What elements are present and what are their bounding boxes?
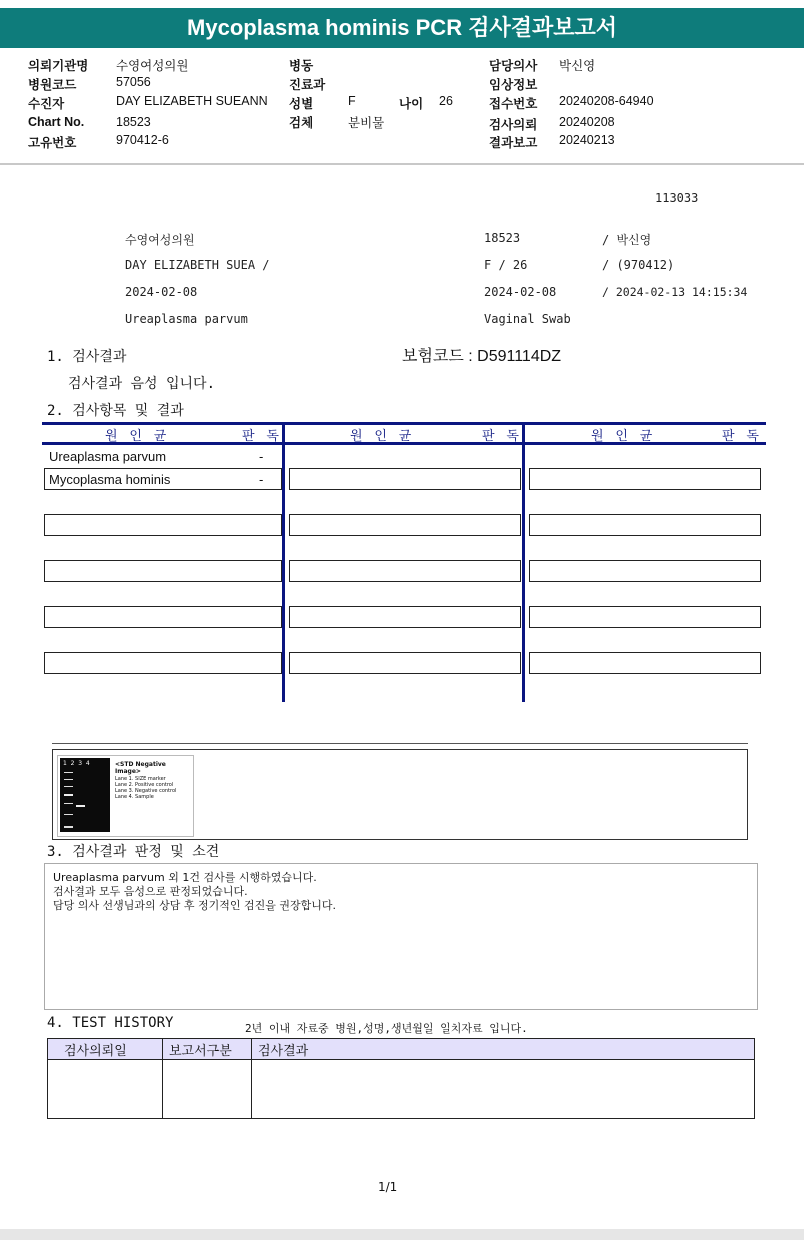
column-divider-1 [282,422,285,702]
history-header-row [48,1039,755,1060]
empty-cell [529,652,761,674]
value-report-date: 20240213 [559,133,615,147]
empty-cell [289,606,521,628]
value-receipt-no: 20240208-64940 [559,94,654,108]
label-clinical-info: 임상정보 [489,78,538,92]
label-ward: 병동 [289,59,314,73]
empty-cell [529,560,761,582]
value-requesting-org: 수영여성의원 [116,59,189,73]
value-specimen: 분비물 [348,116,385,130]
label-hospital-code: 병원코드 [28,78,77,92]
insurance-code: 보험코드 : D591114DZ [402,348,562,365]
col2-organism-header: 원 인 균 [350,429,414,444]
result-row-organism: Mycoplasma hominis [49,472,171,487]
result-row-result: - [259,449,264,464]
label-request-date: 검사의뢰 [489,118,538,132]
info-birth: / (970412) [602,258,675,272]
label-patient: 수진자 [28,97,65,111]
gel-band [76,805,85,807]
gel-legend [115,776,176,800]
report-title: Mycoplasma hominis PCR 검사결과보고서 [0,8,804,48]
empty-cell [44,514,282,536]
info-test-name: Ureaplasma parvum [125,312,248,326]
value-chart-no: 18523 [116,115,151,129]
label-unique-no: 고유번호 [28,136,77,150]
gel-title: <STD Negative Image> [115,761,166,775]
info-doctor: / 박신영 [602,233,652,247]
test-history-table [47,1038,755,1119]
remark-line: 검사결과 모두 음성으로 판정되었습니다. [53,885,248,898]
col3-organism-header: 원 인 균 [591,429,655,444]
label-department: 진료과 [289,78,326,92]
gel-band [64,772,73,773]
label-age: 나이 [399,97,424,111]
value-unique-no: 970412-6 [116,133,169,147]
empty-cell [289,514,521,536]
section3-heading: 3. 검사결과 판정 및 소견 [47,844,220,860]
value-doctor: 박신영 [559,59,596,73]
history-col-report-type: 보고서구분 [163,1039,252,1060]
value-patient: DAY ELIZABETH SUEANN [116,94,268,108]
section2-heading: 2. 검사항목 및 결과 [47,403,184,419]
gel-legend-item: Lane 4. Sample [115,794,154,800]
gel-band [64,786,73,787]
info-sex-age: F / 26 [484,258,528,272]
gel-legend-item: Lane 3. Negative control [115,788,177,794]
history-cell [252,1060,755,1119]
history-empty-row [48,1060,755,1119]
gel-lane-numbers: 1 2 3 4 [63,760,90,767]
label-report-date: 결과보고 [489,136,538,150]
empty-cell [44,652,282,674]
empty-cell [529,606,761,628]
gel-band [64,814,73,815]
empty-cell [289,652,521,674]
empty-cell [529,514,761,536]
gel-top-rule [52,743,748,744]
gel-band [64,794,73,796]
label-doctor: 담당의사 [489,59,538,73]
value-age: 26 [439,94,453,108]
value-request-date: 20240208 [559,115,615,129]
gel-band [64,826,73,828]
gel-photo [60,758,110,832]
history-col-request-date: 검사의뢰일 [48,1039,163,1060]
remarks-box [44,863,758,1010]
label-chart-no: Chart No. [28,115,85,129]
col1-result-header: 판 독 [242,429,281,444]
header-divider [0,163,804,165]
history-col-result: 검사결과 [252,1039,755,1060]
label-sex: 성별 [289,97,314,111]
label-specimen: 검체 [289,116,314,130]
gel-legend-item: Lane 2. Positive control [115,782,174,788]
empty-cell [529,468,761,490]
col1-organism-header: 원 인 균 [105,429,169,444]
report-code: 113033 [655,191,699,205]
gel-band [64,779,73,780]
result-summary: 검사결과 음성 입니다. [68,376,216,392]
empty-cell [289,560,521,582]
empty-cell [289,468,521,490]
info-requested-date: 2024-02-08 [484,285,557,299]
info-patient: DAY ELIZABETH SUEA / [125,258,270,272]
remark-line: 담당 의사 선생님과의 상담 후 정기적인 검진을 권장합니다. [53,899,336,912]
page-bottom-band [0,1229,804,1240]
info-received-date: 2024-02-08 [125,285,198,299]
page-number: 1/1 [378,1180,398,1194]
col3-result-header: 판 독 [722,429,761,444]
result-row-result: - [259,472,264,487]
section4-heading: 4. TEST HISTORY [47,1015,174,1031]
value-hospital-code: 57056 [116,75,151,89]
result-row-organism: Ureaplasma parvum [49,449,167,464]
history-cell [163,1060,252,1119]
col2-result-header: 판 독 [482,429,521,444]
empty-cell [44,606,282,628]
info-reported-datetime: / 2024-02-13 14:15:34 [602,285,748,299]
empty-cell [44,560,282,582]
gel-legend-item: Lane 1. SIZE marker [115,776,166,782]
column-divider-2 [522,422,525,702]
info-specimen: Vaginal Swab [484,312,571,326]
label-requesting-org: 의뢰기관명 [28,59,89,73]
gel-image-panel [57,755,194,837]
info-hospital: 수영여성의원 [125,233,195,247]
value-sex: F [348,94,356,108]
label-receipt-no: 접수번호 [489,97,538,111]
history-cell [48,1060,163,1119]
section1-heading: 1. 검사결과 [47,349,127,365]
remark-line: Ureaplasma parvum 외 1건 검사를 시행하였습니다. [53,871,317,884]
info-chart: 18523 [484,231,521,245]
history-note: 2년 이내 자료중 병원,성명,생년월일 일치자료 입니다. [245,1022,528,1035]
gel-band [64,803,73,804]
